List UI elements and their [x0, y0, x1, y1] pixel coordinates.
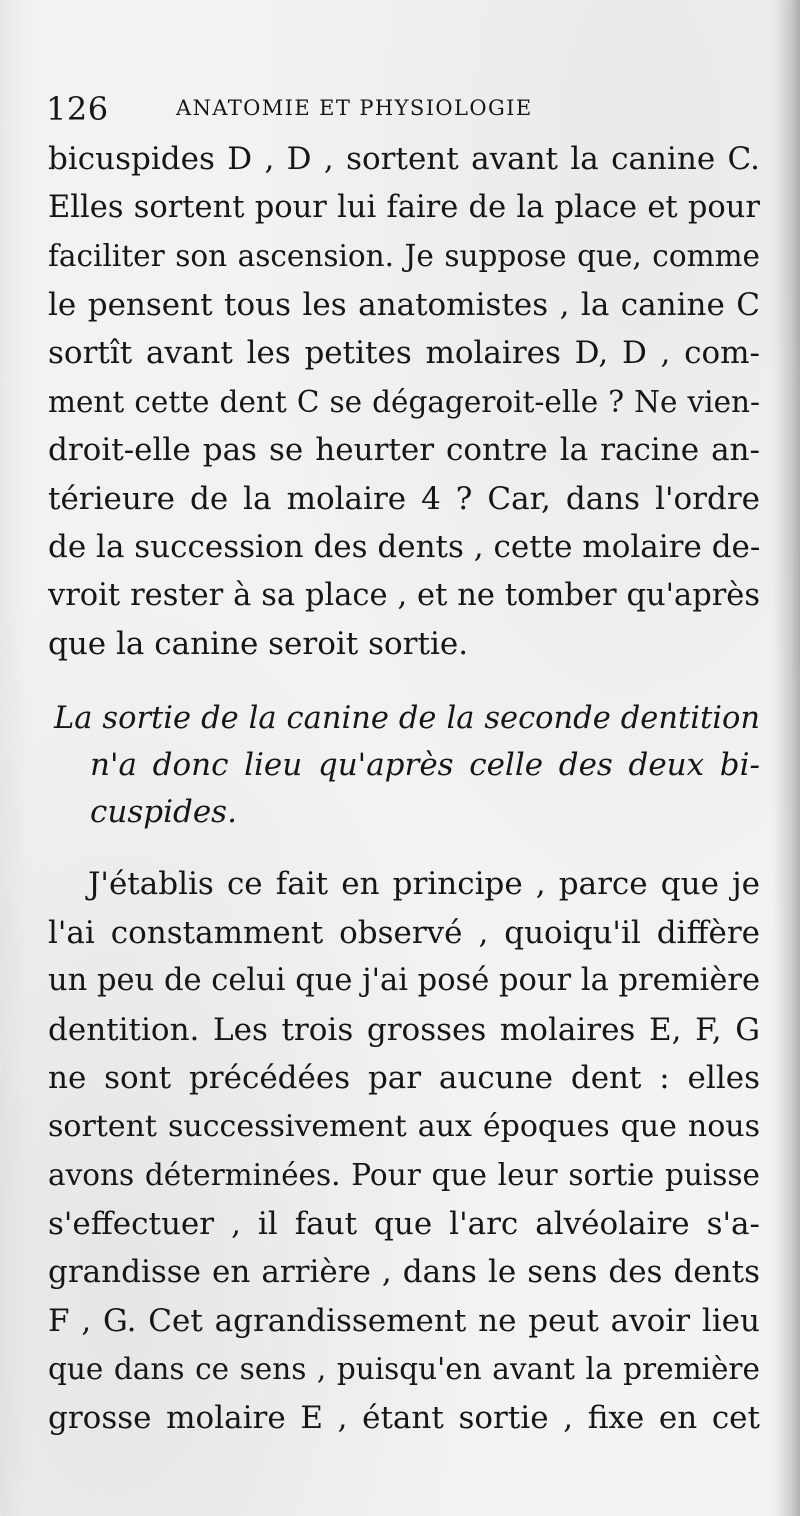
- text-line: térieure de la molaire 4 ? Car, dans l'ordre: [48, 480, 760, 517]
- text-line: Elles sortent pour lui faire de la place et pour: [48, 189, 760, 225]
- text-line: grosse molaire E , étant sortie , fixe en cet: [48, 1399, 760, 1436]
- text-line: F , G. Cet agrandissement ne peut avoir lieu: [48, 1302, 760, 1339]
- page-number: 126: [46, 90, 109, 128]
- heading-line: La sortie de la canine de la seconde dentition: [54, 701, 760, 736]
- heading-line: n'a donc lieu qu'après celle des deux bi-: [90, 747, 760, 783]
- text-line: sortît avant les petites molaires D, D , com-: [48, 335, 760, 371]
- text-line: le pensent tous les anatomistes , la canine C: [48, 286, 760, 323]
- page-header: [46, 90, 766, 130]
- text-line: J'établis ce fait en principe , parce que je: [88, 866, 760, 902]
- text-line: que la canine seroit sortie.: [48, 626, 469, 662]
- text-line: avons déterminées. Pour que leur sortie puisse: [48, 1158, 760, 1192]
- page-edge-shadow: [776, 0, 800, 1516]
- paragraph-2: [48, 860, 760, 1442]
- text-line: grandisse en arrière , dans le sens des dents: [48, 1254, 760, 1290]
- text-line: sortent successivement aux époques que nous: [48, 1108, 760, 1144]
- section-heading: [54, 695, 760, 836]
- text-line: bicuspides D , D , sortent avant la canine C.: [48, 141, 760, 177]
- heading-line: cuspides.: [90, 794, 237, 830]
- text-line: l'ai constamment observé , quoiqu'il diffère: [48, 914, 760, 951]
- text-line: ment cette dent C se dégageroit-elle ? Ne vien-: [48, 384, 760, 419]
- text-line: droit-elle pas se heurter contre la racine an-: [48, 432, 760, 468]
- text-line: que dans ce sens , puisqu'en avant la première: [48, 1352, 760, 1386]
- running-title: ANATOMIE ET PHYSIOLOGIE: [176, 96, 533, 120]
- text-line: dentition. Les trois grosses molaires E, F, G: [48, 1011, 760, 1048]
- text-line: vroit rester à sa place , et ne tomber qu'après: [48, 577, 760, 613]
- text-line: ne sont précédées par aucune dent : elles: [48, 1060, 760, 1096]
- paragraph-1: [48, 135, 760, 669]
- text-line: de la succession des dents , cette molaire de-: [48, 529, 761, 565]
- text-line: faciliter son ascension. Je suppose que, comme: [48, 239, 760, 273]
- text-line: s'effectuer , il faut que l'arc alvéolaire s'a-: [48, 1205, 760, 1242]
- text-line: un peu de celui que j'ai posé pour la première: [48, 963, 760, 998]
